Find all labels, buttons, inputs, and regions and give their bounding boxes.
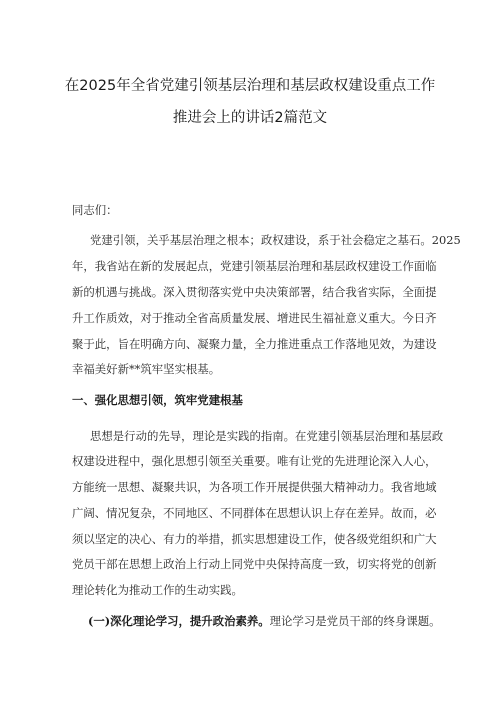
document-title-line-1: 在2025年全省党建引领基层治理和基层政权建设重点工作 [64, 78, 436, 94]
section-1-heading: 一、强化思想引领，筑牢党建根基 [72, 393, 243, 407]
subsection-1-text: 理论学习是党员干部的终身课题。 [269, 614, 441, 628]
section-1-line-5: 须以坚定的决心、有力的举措，抓实思想建设工作，使各级党组织和广大 [72, 532, 437, 546]
intro-line-3: 新的机遇与挑战。深入贯彻落实党中央决策部署，结合我省实际，全面提 [72, 285, 437, 299]
subsection-1 [88, 613, 441, 629]
intro-line-2: 年，我省站在新的发展起点，党建引领基层治理和基层政权建设工作面临 [72, 259, 437, 273]
section-1-line-3: 方能统一思想、凝聚共识，为各项工作开展提供强大精神动力。我省地域 [72, 480, 437, 494]
salutation: 同志们： [72, 203, 118, 217]
document-title-line-2: 推进会上的讲话2篇范文 [172, 110, 328, 126]
section-1-line-7: 理论转化为推动工作的生动实践。 [72, 583, 243, 597]
intro-line-5: 聚于此，旨在明确方向、凝聚力量，全力推进重点工作落地见效，为建设 [72, 337, 437, 351]
intro-line-4: 升工作质效，对于推动全省高质量发展、增进民生福祉意义重大。今日齐 [72, 311, 437, 325]
section-1-line-4: 广阔、情况复杂，不同地区、不同群体在思想认识上存在差异。故而，必 [72, 506, 437, 520]
intro-line-6: 幸福美好新**筑牢坚实根基。 [72, 362, 221, 376]
section-1-line-6: 党员干部在思想上政治上行动上同党中央保持高度一致，切实将党的创新 [72, 557, 437, 571]
section-1-line-1: 思想是行动的先导，理论是实践的指南。在党建引领基层治理和基层政 [90, 429, 444, 443]
intro-line-1: 党建引领，关乎基层治理之根本；政权建设，系于社会稳定之基石。2025 [90, 233, 461, 247]
section-1-line-2: 权建设进程中，强化思想引领至关重要。唯有让党的先进理论深入人心， [72, 454, 437, 468]
subsection-1-heading: (一)深化理论学习，提升政治素养。 [88, 614, 270, 628]
